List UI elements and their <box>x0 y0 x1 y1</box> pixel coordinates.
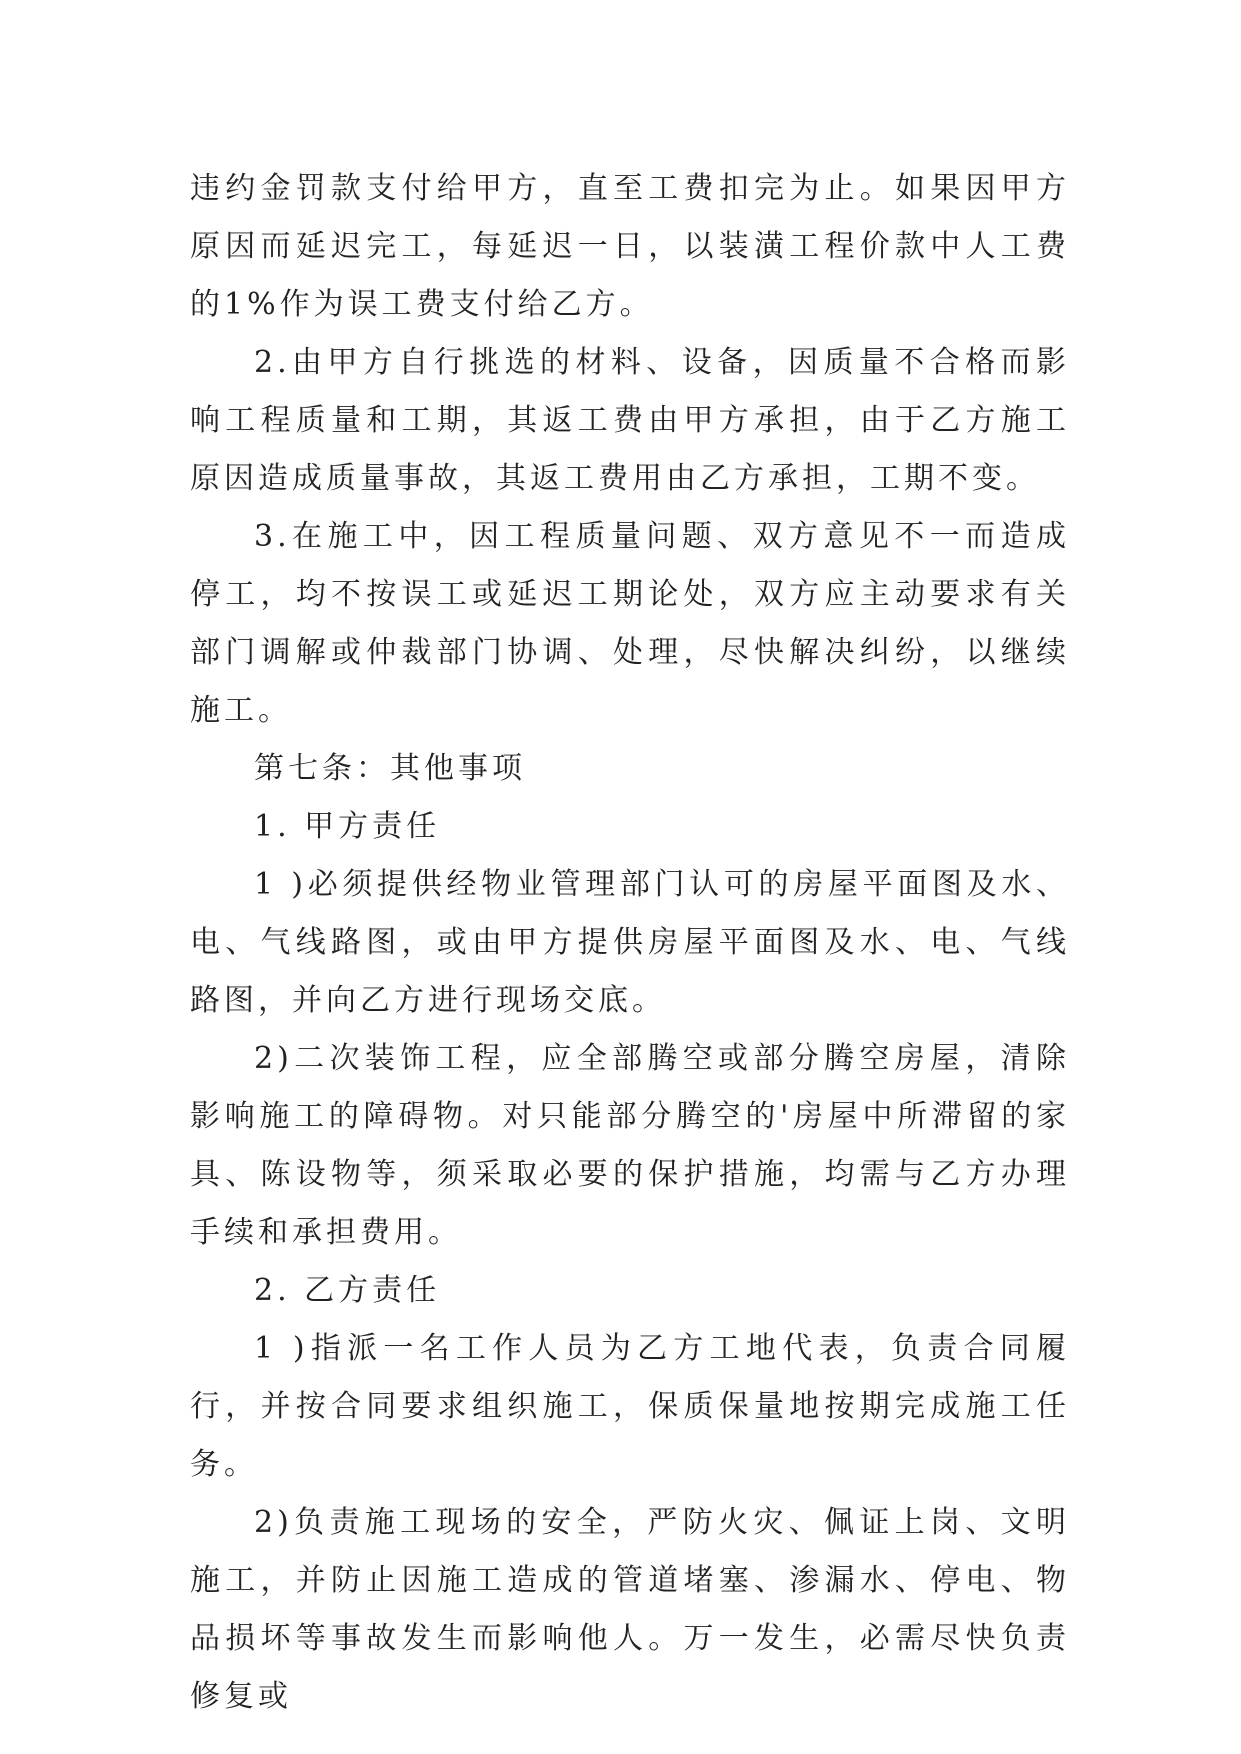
paragraph-party-b-item-1: 1 )指派一名工作人员为乙方工地代表，负责合同履行，并按合同要求组织施工，保质保量地按期完成施工任务。 <box>190 1331 1070 1482</box>
heading-party-b-responsibility: 2. 乙方责任 <box>254 1273 441 1308</box>
heading-party-a-responsibility: 1. 甲方责任 <box>254 809 441 844</box>
paragraph-clause-3-disputes: 3.在施工中，因工程质量问题、双方意见不一而造成停工，均不按误工或延迟工期论处，双方应主动要求有关部门调解或仲裁部门协调、处理，尽快解决纠纷，以继续施工。 <box>190 519 1070 728</box>
paragraph-clause-2-materials: 2.由甲方自行挑选的材料、设备，因质量不合格而影响工程质量和工期，其返工费由甲方承担，由于乙方施工原因造成质量事故，其返工费用由乙方承担，工期不变。 <box>190 345 1070 496</box>
paragraph-penalty-continuation: 违约金罚款支付给甲方，直至工费扣完为止。如果因甲方原因而延迟完工，每延迟一日，以装潢工程价款中人工费的1%作为误工费支付给乙方。 <box>190 171 1070 322</box>
paragraph-party-a-item-2: 2)二次装饰工程，应全部腾空或部分腾空房屋，清除影响施工的障碍物。对只能部分腾空的'房屋中所滞留的家具、陈设物等，须采取必要的保护措施，均需与乙方办理手续和承担费用。 <box>190 1041 1070 1250</box>
paragraph-party-b-item-2: 2)负责施工现场的安全，严防火灾、佩证上岗、文明施工，并防止因施工造成的管道堵塞、渗漏水、停电、物品损坏等事故发生而影响他人。万一发生，必需尽快负责修复或 <box>190 1505 1070 1714</box>
heading-article-7: 第七条：其他事项 <box>254 751 526 786</box>
document-body <box>190 160 1070 1726</box>
paragraph-party-a-item-1: 1 )必须提供经物业管理部门认可的房屋平面图及水、电、气线路图，或由甲方提供房屋平面图及水、电、气线路图，并向乙方进行现场交底。 <box>190 867 1070 1018</box>
